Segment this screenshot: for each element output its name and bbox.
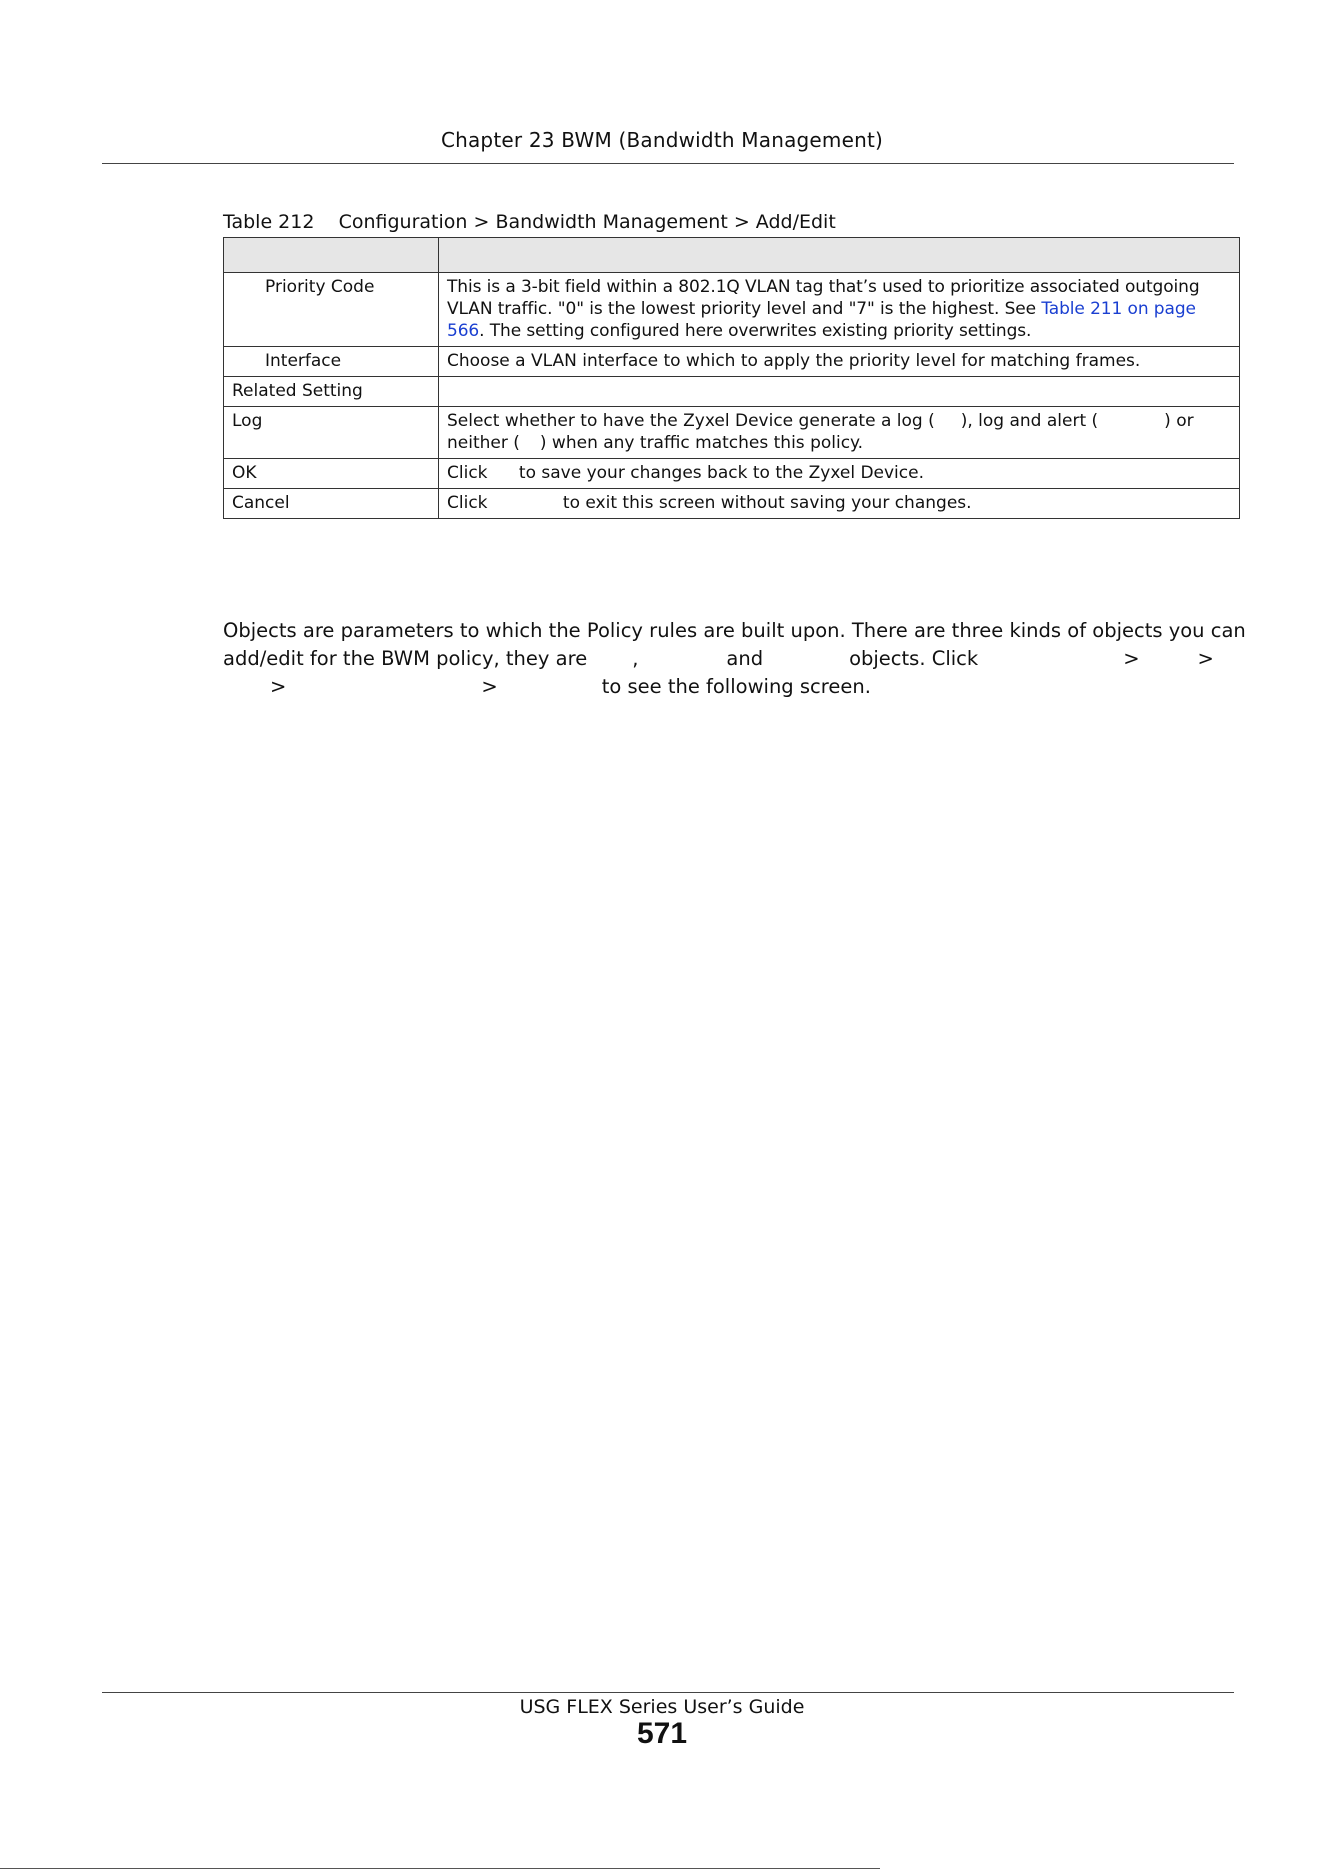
desc-text: Click [447,463,488,483]
table-row [224,273,1240,347]
table-row [224,347,1240,377]
row-label: Log [224,407,439,459]
text-run: and [726,647,764,670]
text-run: > [1123,647,1140,670]
page-number: 571 [636,1717,688,1750]
row-description [439,273,1240,347]
text-run: > [481,675,498,698]
text-run: , [632,647,639,670]
text-run: > [270,675,287,698]
text-run: objects. Click [849,647,979,670]
row-description [439,459,1240,489]
desc-text: neither ( [447,433,520,453]
paragraph-line [223,645,1235,673]
desc-text: ) when any traffic matches this policy. [539,433,864,453]
table-row [224,489,1240,519]
row-label: Related Setting [224,377,439,407]
table-row [224,407,1240,459]
desc-text: ), log and alert ( [960,411,1099,431]
paragraph-line [223,673,1235,701]
row-label: Cancel [224,489,439,519]
table-reference-link[interactable]: Table 211 on page 566 [447,299,1196,341]
bottom-edge-line [0,1868,880,1869]
text-run: add/edit for the BWM policy, they are [223,647,588,670]
parameters-table [223,237,1240,519]
header-description-cell [439,238,1240,273]
text-run: to see the following screen. [601,675,871,698]
desc-text: Select whether to have the Zyxel Device generate a log ( [447,411,935,431]
desc-text: . The setting configured here overwrites existing priority settings. [479,321,1032,341]
table-caption: Table 212 Configuration > Bandwidth Management > Add/Edit [223,211,836,233]
desc-text: Click [447,493,488,513]
header-divider [102,163,1234,164]
row-description [439,489,1240,519]
desc-text: This is a 3-bit field within a 802.1Q VLAN tag that’s used to prioritize associated outgoing VLAN traffic. "0" is the lowest priority level and "7" is the highest. See [447,277,1200,319]
row-label: OK [224,459,439,489]
chapter-header: Chapter 23 BWM (Bandwidth Management) [440,128,884,152]
objects-paragraph [223,617,1246,701]
row-label: Interface [224,347,439,377]
desc-text: to exit this screen without saving your changes. [562,493,972,513]
row-description [439,407,1240,459]
footer-divider [102,1692,1234,1693]
row-description: Choose a VLAN interface to which to apply the priority level for matching frames. [439,347,1240,377]
row-label: Priority Code [224,273,439,347]
desc-text: to save your changes back to the Zyxel Device. [518,463,924,483]
table-row [224,459,1240,489]
table-header-row [224,238,1240,273]
desc-text: ) or [1164,411,1194,431]
text-run: > [1197,647,1214,670]
paragraph-line: Objects are parameters to which the Policy rules are built upon. There are three kinds of objects you can [223,619,1246,642]
guide-title: USG FLEX Series User’s Guide [519,1696,805,1718]
header-label-cell [224,238,439,273]
row-description [439,377,1240,407]
table-row [224,377,1240,407]
